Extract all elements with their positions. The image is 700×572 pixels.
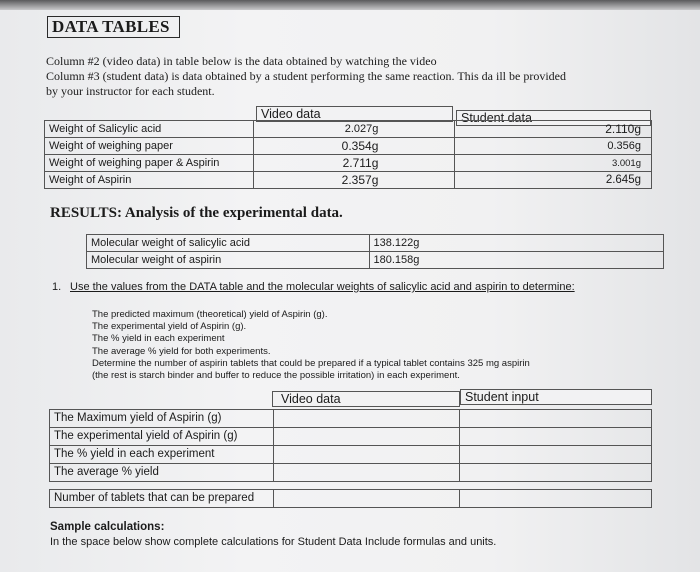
video-value: 2.027g <box>253 121 455 138</box>
results-heading: RESULTS: Analysis of the experimental data. <box>50 205 343 221</box>
page-title: DATA TABLES <box>47 16 180 38</box>
sample-instructions: In the space below show complete calculations for Student Data Include formulas and units. <box>50 536 497 548</box>
instruction-item: The experimental yield of Aspirin (g). <box>92 321 247 332</box>
tablets-label: Number of tablets that can be prepared <box>50 490 274 508</box>
student-value: 2.110g <box>455 121 652 138</box>
mw-value: 138.122g <box>369 235 664 252</box>
molecular-weight-table <box>86 234 664 269</box>
video-value: 2.357g <box>253 172 455 189</box>
row-label: Weight of Salicylic acid <box>45 121 254 138</box>
table-row <box>45 121 652 138</box>
table-row <box>45 172 652 189</box>
video-input-cell[interactable] <box>273 428 460 446</box>
sample-heading: Sample calculations: <box>50 521 165 533</box>
yield-table <box>49 409 652 482</box>
instruction-item: Determine the number of aspirin tablets that could be prepared if a typical tablet contains 325 mg aspirin <box>92 358 530 369</box>
table-row <box>45 155 652 172</box>
tablets-table <box>49 489 652 508</box>
table-row <box>50 490 652 508</box>
student-input-cell[interactable] <box>460 446 652 464</box>
table-row <box>50 464 652 482</box>
video-input-cell[interactable] <box>273 490 460 508</box>
table-row <box>50 410 652 428</box>
page-top-shadow <box>0 0 700 10</box>
yield-label: The % yield in each experiment <box>50 446 274 464</box>
table-row <box>50 428 652 446</box>
video-value: 2.711g <box>253 155 455 172</box>
student-value: 0.356g <box>455 138 652 155</box>
table-row <box>50 446 652 464</box>
question-text: Use the values from the DATA table and the molecular weights of salicylic acid and aspirin to determine: <box>70 281 575 293</box>
instruction-item: The average % yield for both experiments. <box>92 346 271 357</box>
video-value: 0.354g <box>253 138 455 155</box>
yield-label: The experimental yield of Aspirin (g) <box>50 428 274 446</box>
yield-label: The Maximum yield of Aspirin (g) <box>50 410 274 428</box>
yield-label: The average % yield <box>50 464 274 482</box>
header-yield-video: Video data <box>272 391 460 407</box>
student-value: 2.645g <box>455 172 652 189</box>
instruction-item: (the rest is starch binder and buffer to reduce the possible irritation) in each experiment. <box>92 370 460 381</box>
header-student-data: Student data <box>456 110 651 126</box>
question-number: 1. <box>52 281 62 293</box>
header-video-data: Video data <box>256 106 453 122</box>
instruction-item: The % yield in each experiment <box>92 333 225 344</box>
data-table <box>44 120 652 189</box>
student-input-cell[interactable] <box>460 428 652 446</box>
video-input-cell[interactable] <box>273 464 460 482</box>
row-label: Weight of Aspirin <box>45 172 254 189</box>
header-yield-student: Student input <box>460 389 652 405</box>
mw-label: Molecular weight of salicylic acid <box>87 235 370 252</box>
mw-value: 180.158g <box>369 252 664 269</box>
student-value: 3.001g <box>455 155 652 172</box>
intro-line-3: by your instructor for each student. <box>46 84 215 98</box>
intro-line-1: Column #2 (video data) in table below is the data obtained by watching the video <box>46 54 437 68</box>
table-row <box>87 235 664 252</box>
student-input-cell[interactable] <box>460 464 652 482</box>
student-input-cell[interactable] <box>460 490 652 508</box>
table-row <box>45 138 652 155</box>
student-input-cell[interactable] <box>460 410 652 428</box>
mw-label: Molecular weight of aspirin <box>87 252 370 269</box>
video-input-cell[interactable] <box>273 410 460 428</box>
instruction-item: The predicted maximum (theoretical) yield of Aspirin (g). <box>92 309 328 320</box>
intro-line-2: Column #3 (student data) is data obtained by a student performing the same reaction. This da ill be provided <box>46 69 566 83</box>
video-input-cell[interactable] <box>273 446 460 464</box>
table-row <box>87 252 664 269</box>
row-label: Weight of weighing paper & Aspirin <box>45 155 254 172</box>
row-label: Weight of weighing paper <box>45 138 254 155</box>
